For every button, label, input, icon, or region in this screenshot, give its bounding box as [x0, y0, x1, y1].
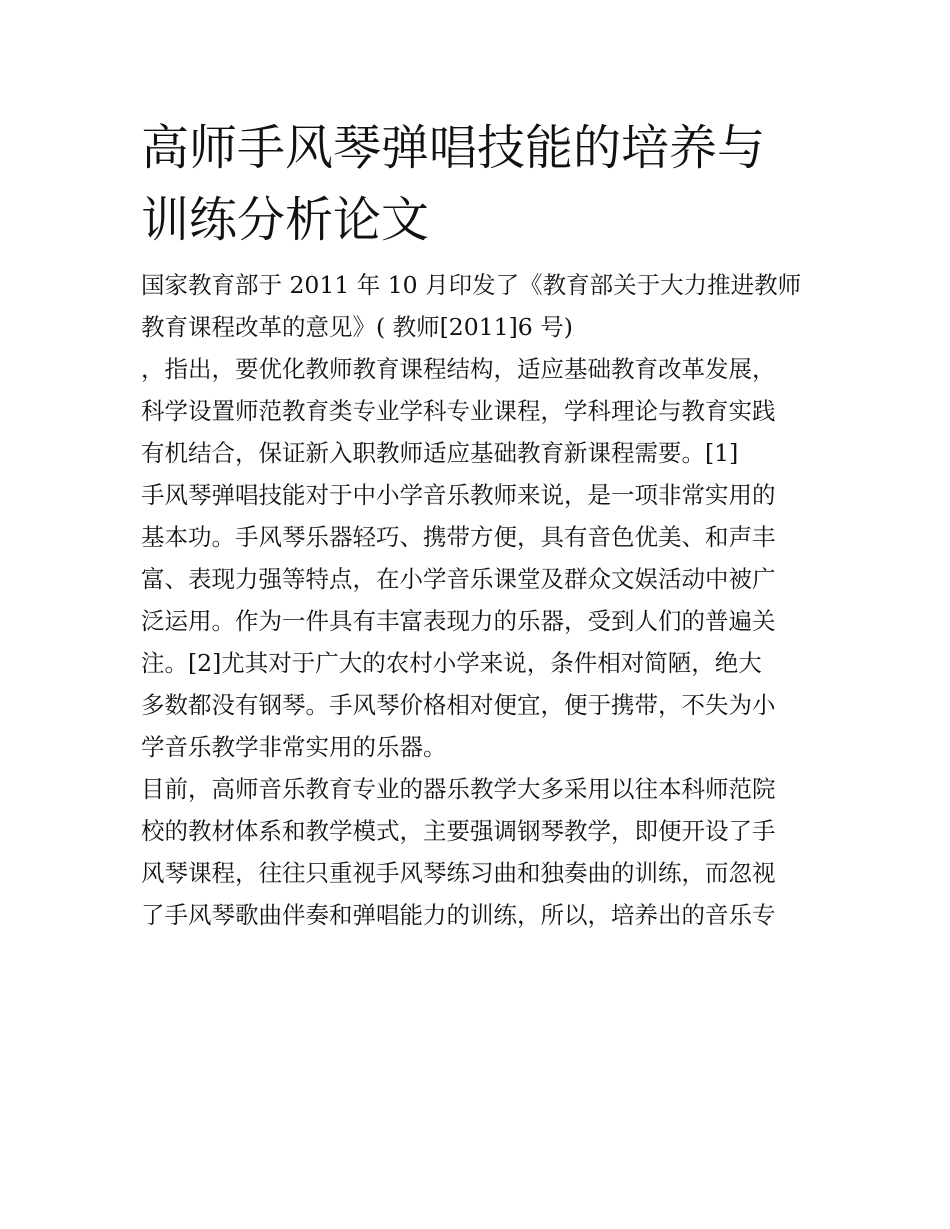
paragraph-line: 基本功。手风琴乐器轻巧、携带方便，具有音色优美、和声丰	[141, 523, 776, 551]
title-line: 高师手风琴弹唱技能的培养与	[141, 120, 766, 176]
paragraph-line: 手风琴弹唱技能对于中小学音乐教师来说，是一项非常实用的	[141, 481, 776, 509]
paragraph	[141, 474, 813, 768]
paragraph-line: 风琴课程，往往只重视手风琴练习曲和独奏曲的训练，而忽视	[141, 859, 776, 887]
paragraph-line: 教育课程改革的意见》( 教师[2011]6 号)	[141, 313, 573, 341]
paragraph	[141, 264, 813, 474]
paragraph-line: 科学设置师范教育类专业学科专业课程，学科理论与教育实践	[141, 397, 776, 425]
paragraph-line: 国家教育部于 2011 年 10 月印发了《教育部关于大力推进教师	[141, 271, 802, 299]
paragraph-line: 目前，高师音乐教育专业的器乐教学大多采用以往本科师范院	[141, 775, 776, 803]
paragraph-line: 有机结合，保证新入职教师适应基础教育新课程需要。[1]	[141, 439, 739, 467]
paragraph-line: 富、表现力强等特点，在小学音乐课堂及群众文娱活动中被广	[141, 565, 776, 593]
document-body	[141, 112, 813, 936]
paragraph-line: 学音乐教学非常实用的乐器。	[141, 733, 447, 761]
paragraph-line: 校的教材体系和教学模式，主要强调钢琴教学，即便开设了手	[141, 817, 776, 845]
paragraph	[141, 768, 813, 936]
paragraph-line: 注。[2]尤其对于广大的农村小学来说，条件相对简陋，绝大	[141, 649, 762, 677]
paragraph-line: ，指出，要优化教师教育课程结构，适应基础教育改革发展，	[141, 355, 776, 383]
paragraph-line: 泛运用。作为一件具有丰富表现力的乐器，受到人们的普遍关	[141, 607, 776, 635]
paragraph-line: 了手风琴歌曲伴奏和弹唱能力的训练，所以，培养出的音乐专	[141, 901, 776, 929]
document-title	[141, 112, 813, 256]
title-line: 训练分析论文	[141, 192, 430, 248]
paragraph-line: 多数都没有钢琴。手风琴价格相对便宜，便于携带，不失为小	[141, 691, 776, 719]
